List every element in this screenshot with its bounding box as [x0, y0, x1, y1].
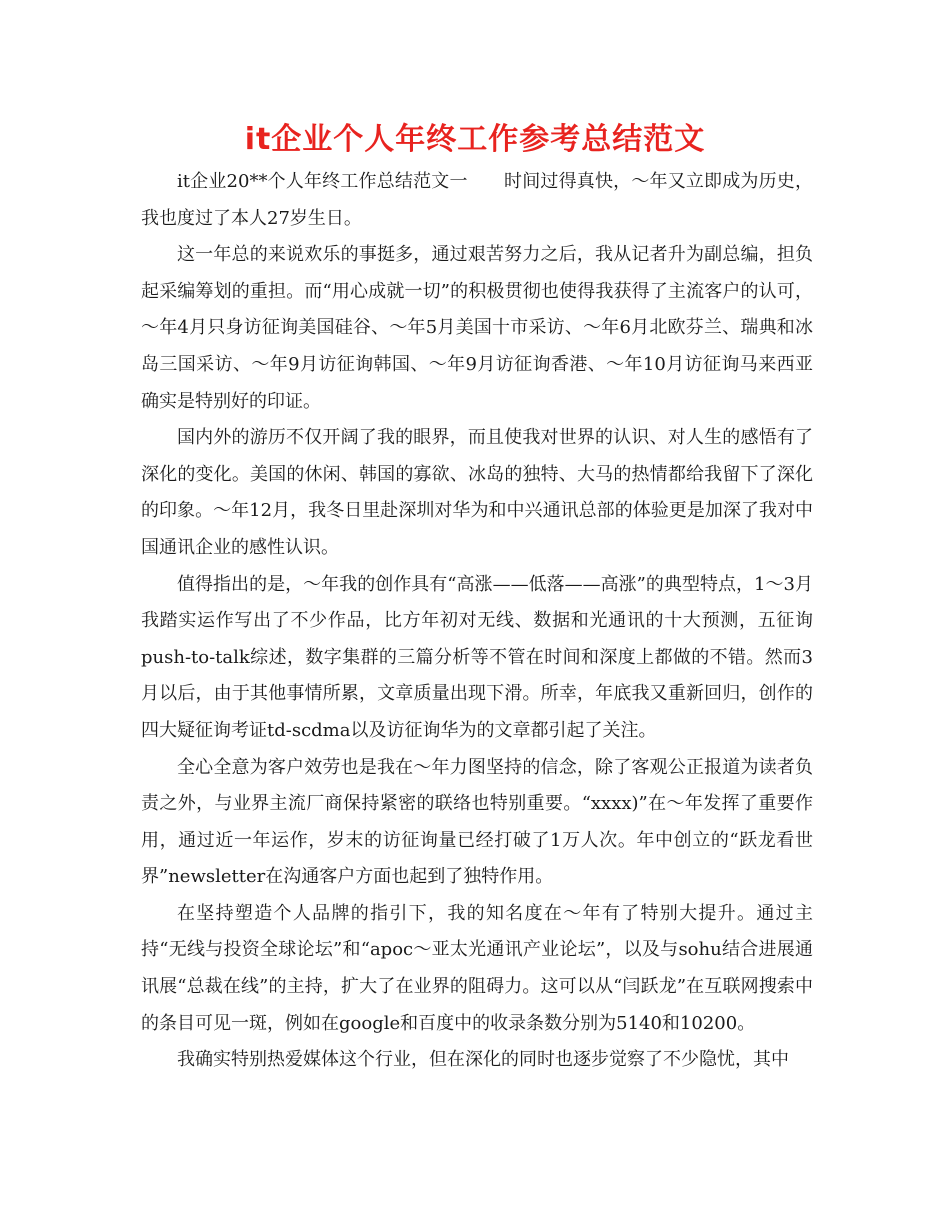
paragraph: 这一年总的来说欢乐的事挺多，通过艰苦努力之后，我从记者升为副总编，担负起采编筹划的重担。而“用心成就一切”的积极贯彻也使得我获得了主流客户的认可，～年4月只身访征询美国硅谷、～年5月美国十市采访、～年6月北欧芬兰、瑞典和冰岛三国采访、～年9月访征询韩国、～年9月访征询香港、～年10月访征询马来西亚确实是特别好的印证。 — [141, 244, 813, 412]
paragraph: 在坚持塑造个人品牌的指引下，我的知名度在～年有了特别大提升。通过主持“无线与投资全球论坛”和“apoc～亚太光通讯产业论坛”，以及与sohu结合进展通讯展“总裁在线”的主持，扩大了在业界的阻碍力。这可以从“闫跃龙”在互联网搜索中的条目可见一斑，例如在google和百度中的收录条数分别为5140和10200。 — [141, 902, 813, 1034]
paragraph: it企业20**个人年终工作总结范文一 时间过得真快，～年又立即成为历史，我也度过了本人27岁生日。 — [141, 171, 813, 229]
paragraph: 国内外的游历不仅开阔了我的眼界，而且使我对世界的认识、对人生的感悟有了深化的变化。美国的休闲、韩国的寡欲、冰岛的独特、大马的热情都给我留下了深化的印象。～年12月，我冬日里赴深圳对华为和中兴通讯总部的体验更是加深了我对中国通讯企业的感性认识。 — [141, 427, 813, 558]
document-body — [141, 164, 813, 1079]
paragraph: 全心全意为客户效劳也是我在～年力图坚持的信念，除了客观公正报道为读者负责之外，与业界主流厂商保持紧密的联络也特别重要。“xxxx)”在～年发挥了重要作用，通过近一年运作，岁末的访征询量已经打破了1万人次。年中创立的“跃龙看世界”newsletter在沟通客户方面也起到了独特作用。 — [141, 756, 813, 888]
paragraph: 我确实特别热爱媒体这个行业，但在深化的同时也逐步觉察了不少隐忧，其中 — [177, 1049, 789, 1071]
paragraph: 值得指出的是，～年我的创作具有“高涨——低落——高涨”的典型特点，1～3月我踏实运作写出了不少作品，比方年初对无线、数据和光通讯的十大预测，五征询push-to-talk综述，数字集群的三篇分析等不管在时间和深度上都做的不错。然而3月以后，由于其他事情所累，文章质量出现下滑。所幸，年底我又重新回归，创作的四大疑征询考证td-scdma以及访征询华为的文章都引起了关注。 — [141, 573, 813, 741]
document-title: it企业个人年终工作参考总结范文 — [244, 122, 706, 157]
